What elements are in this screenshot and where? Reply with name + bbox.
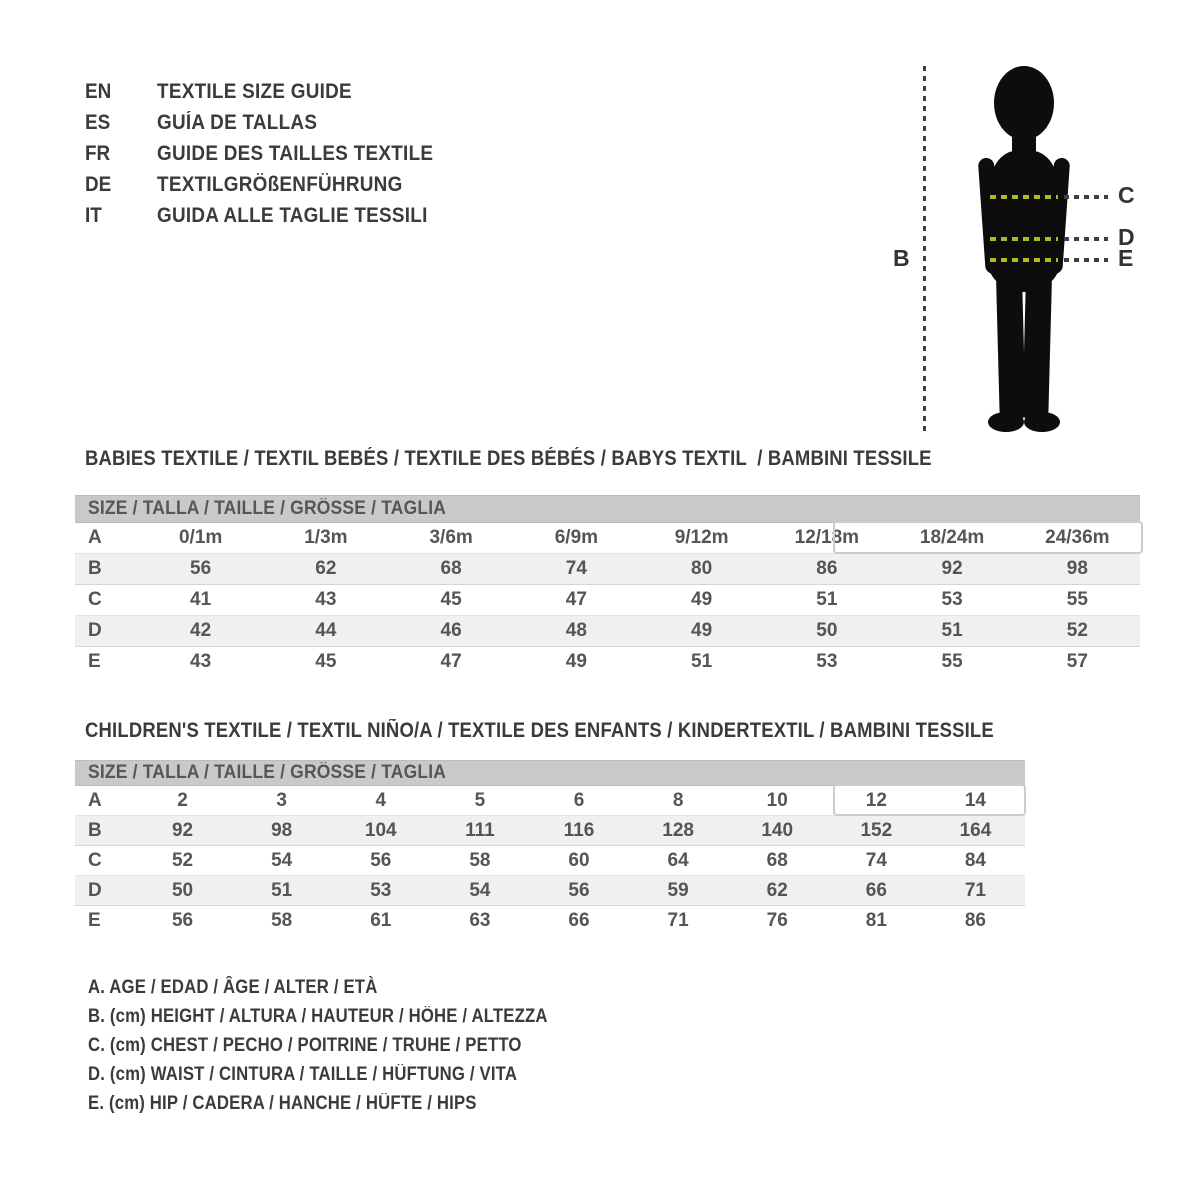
size-value-cell: 76 bbox=[766, 909, 788, 931]
size-value-cell: 71 bbox=[667, 909, 689, 931]
size-value-cell: 68 bbox=[389, 554, 514, 585]
figure-area bbox=[880, 40, 1200, 470]
silhouette-leg-left bbox=[996, 271, 1026, 424]
silhouette-foot-left bbox=[988, 412, 1024, 432]
language-code: EN bbox=[85, 80, 112, 103]
language-row bbox=[85, 169, 433, 200]
row-label: E bbox=[88, 651, 101, 672]
size-value-cell: 43 bbox=[263, 585, 388, 616]
legend-row: E. (cm) HIP / CADERA / HANCHE / HÜFTE / HIPS bbox=[88, 1093, 477, 1114]
size-value-cell: 49 bbox=[639, 585, 764, 616]
size-value-cell: 47 bbox=[514, 585, 639, 616]
size-value-cell: 98 bbox=[1015, 554, 1140, 585]
size-value-cell: 14 bbox=[926, 786, 1025, 816]
size-value-cell: 51 bbox=[232, 876, 331, 906]
size-value-cell: 59 bbox=[629, 876, 728, 906]
size-value-cell: 74 bbox=[827, 846, 926, 876]
row-label: A bbox=[75, 786, 133, 816]
size-value-cell: 54 bbox=[232, 846, 331, 876]
size-value-cell: 66 bbox=[568, 909, 590, 931]
children-size-header-bar bbox=[75, 760, 1025, 786]
waist-pointer-line bbox=[1064, 237, 1108, 241]
size-value-cell: 6 bbox=[529, 786, 628, 816]
size-value-cell: 53 bbox=[890, 585, 1015, 616]
table-row bbox=[75, 876, 1025, 906]
language-row bbox=[85, 200, 433, 231]
legend-row: D. (cm) WAIST / CINTURA / TAILLE / HÜFTUNG / VITA bbox=[88, 1064, 518, 1085]
row-label: C bbox=[75, 585, 138, 616]
row-label: C bbox=[75, 846, 133, 876]
size-value-cell: 52 bbox=[133, 846, 232, 876]
size-value-cell: 51 bbox=[691, 651, 713, 672]
silhouette-leg-right bbox=[1022, 271, 1052, 424]
size-value-cell: 128 bbox=[629, 816, 728, 846]
size-value-cell: 152 bbox=[827, 816, 926, 846]
size-value-cell: 4 bbox=[331, 786, 430, 816]
size-value-cell: 51 bbox=[764, 585, 889, 616]
size-value-cell: 49 bbox=[565, 651, 587, 672]
children-size-header-label: SIZE / TALLA / TAILLE / GRÖSSE / TAGLIA bbox=[88, 762, 447, 783]
language-row bbox=[85, 138, 433, 169]
size-value-cell: 12 bbox=[827, 786, 926, 816]
size-value-cell: 111 bbox=[430, 816, 529, 846]
language-code: ES bbox=[85, 111, 111, 134]
row-label: D bbox=[75, 616, 138, 647]
chest-pointer-line bbox=[1064, 195, 1108, 199]
size-value-cell: 6/9m bbox=[514, 523, 639, 554]
size-value-cell: 55 bbox=[941, 651, 963, 672]
legend-row: C. (cm) CHEST / PECHO / POITRINE / TRUHE / PETTO bbox=[88, 1035, 522, 1056]
table-row bbox=[75, 816, 1025, 846]
size-value-cell: 86 bbox=[964, 909, 986, 931]
language-title: GUIDA ALLE TAGLIE TESSILI bbox=[157, 204, 428, 227]
waist-label: D bbox=[1118, 224, 1135, 250]
size-value-cell: 52 bbox=[1015, 616, 1140, 647]
table-row bbox=[75, 554, 1140, 585]
chest-measure-line bbox=[990, 195, 1058, 199]
language-code: FR bbox=[85, 142, 111, 165]
table-row bbox=[75, 647, 1140, 678]
row-label: D bbox=[75, 876, 133, 906]
row-label: B bbox=[75, 554, 138, 585]
height-label: B bbox=[893, 245, 910, 271]
hip-measure-line bbox=[990, 258, 1058, 262]
babies-selected-range-box bbox=[833, 521, 1143, 554]
size-value-cell: 60 bbox=[529, 846, 628, 876]
size-value-cell: 18/24m bbox=[890, 523, 1015, 554]
size-value-cell: 10 bbox=[728, 786, 827, 816]
babies-section-heading: BABIES TEXTILE / TEXTIL BEBÉS / TEXTILE DES BÉBÉS / BABYS TEXTIL / BAMBINI TESSILE bbox=[85, 447, 932, 470]
size-value-cell: 62 bbox=[263, 554, 388, 585]
size-value-cell: 8 bbox=[629, 786, 728, 816]
size-value-cell: 57 bbox=[1066, 651, 1088, 672]
language-code: DE bbox=[85, 173, 112, 196]
size-value-cell: 53 bbox=[331, 876, 430, 906]
height-measure-line bbox=[923, 66, 926, 432]
size-value-cell: 61 bbox=[370, 909, 392, 931]
size-value-cell: 81 bbox=[865, 909, 887, 931]
size-value-cell: 104 bbox=[331, 816, 430, 846]
size-value-cell: 53 bbox=[816, 651, 838, 672]
size-value-cell: 71 bbox=[926, 876, 1025, 906]
hip-label: E bbox=[1118, 245, 1134, 271]
size-value-cell: 50 bbox=[133, 876, 232, 906]
child-silhouette bbox=[970, 66, 1078, 432]
babies-size-header-label: SIZE / TALLA / TAILLE / GRÖSSE / TAGLIA bbox=[88, 498, 447, 519]
chest-label: C bbox=[1118, 182, 1135, 208]
size-value-cell: 92 bbox=[890, 554, 1015, 585]
children-selected-range-box bbox=[833, 784, 1026, 816]
size-value-cell: 50 bbox=[764, 616, 889, 647]
size-value-cell: 46 bbox=[389, 616, 514, 647]
size-value-cell: 54 bbox=[430, 876, 529, 906]
row-label: B bbox=[75, 816, 133, 846]
language-title: TEXTILGRÖßENFÜHRUNG bbox=[157, 173, 403, 196]
size-value-cell: 41 bbox=[138, 585, 263, 616]
language-title: TEXTILE SIZE GUIDE bbox=[157, 80, 352, 103]
size-value-cell: 42 bbox=[138, 616, 263, 647]
size-value-cell: 51 bbox=[890, 616, 1015, 647]
measurement-legend bbox=[88, 973, 610, 1118]
size-value-cell: 92 bbox=[133, 816, 232, 846]
language-row bbox=[85, 107, 433, 138]
language-title: GUIDE DES TAILLES TEXTILE bbox=[157, 142, 434, 165]
language-title: GUÍA DE TALLAS bbox=[157, 111, 318, 134]
size-value-cell: 45 bbox=[315, 651, 337, 672]
size-value-cell: 74 bbox=[514, 554, 639, 585]
silhouette-foot-right bbox=[1024, 412, 1060, 432]
table-row bbox=[75, 616, 1140, 647]
size-value-cell: 2 bbox=[133, 786, 232, 816]
size-value-cell: 62 bbox=[728, 876, 827, 906]
size-value-cell: 5 bbox=[430, 786, 529, 816]
size-value-cell: 44 bbox=[263, 616, 388, 647]
waist-measure-line bbox=[990, 237, 1058, 241]
size-value-cell: 12/18m bbox=[764, 523, 889, 554]
size-value-cell: 24/36m bbox=[1015, 523, 1140, 554]
size-value-cell: 3/6m bbox=[389, 523, 514, 554]
size-value-cell: 3 bbox=[232, 786, 331, 816]
size-value-cell: 56 bbox=[138, 554, 263, 585]
hip-pointer-line bbox=[1064, 258, 1108, 262]
table-row bbox=[75, 846, 1025, 876]
size-value-cell: 63 bbox=[469, 909, 491, 931]
size-value-cell: 48 bbox=[514, 616, 639, 647]
size-value-cell: 56 bbox=[331, 846, 430, 876]
language-code: IT bbox=[85, 204, 102, 227]
children-section-heading: CHILDREN'S TEXTILE / TEXTIL NIÑO/A / TEXTILE DES ENFANTS / KINDERTEXTIL / BAMBINI TESSILE bbox=[85, 719, 994, 742]
size-value-cell: 64 bbox=[629, 846, 728, 876]
size-value-cell: 164 bbox=[926, 816, 1025, 846]
table-row bbox=[75, 906, 1025, 936]
size-value-cell: 58 bbox=[271, 909, 293, 931]
babies-size-header-bar bbox=[75, 495, 1140, 523]
size-value-cell: 45 bbox=[389, 585, 514, 616]
size-value-cell: 9/12m bbox=[639, 523, 764, 554]
table-row bbox=[75, 585, 1140, 616]
size-value-cell: 66 bbox=[827, 876, 926, 906]
size-value-cell: 80 bbox=[639, 554, 764, 585]
size-value-cell: 56 bbox=[171, 909, 194, 931]
size-value-cell: 116 bbox=[529, 816, 628, 846]
size-value-cell: 56 bbox=[529, 876, 628, 906]
size-value-cell: 0/1m bbox=[138, 523, 263, 554]
size-value-cell: 1/3m bbox=[263, 523, 388, 554]
legend-row: A. AGE / EDAD / ÂGE / ALTER / ETÀ bbox=[88, 977, 378, 998]
size-value-cell: 98 bbox=[232, 816, 331, 846]
row-label: A bbox=[75, 523, 138, 554]
size-value-cell: 55 bbox=[1015, 585, 1140, 616]
size-value-cell: 68 bbox=[728, 846, 827, 876]
size-value-cell: 49 bbox=[639, 616, 764, 647]
size-value-cell: 58 bbox=[430, 846, 529, 876]
language-row bbox=[85, 76, 433, 107]
size-value-cell: 140 bbox=[728, 816, 827, 846]
row-label: E bbox=[88, 909, 101, 931]
size-value-cell: 84 bbox=[926, 846, 1025, 876]
size-value-cell: 43 bbox=[190, 651, 212, 672]
legend-row: B. (cm) HEIGHT / ALTURA / HAUTEUR / HÖHE / ALTEZZA bbox=[88, 1006, 548, 1027]
language-list bbox=[85, 76, 472, 231]
size-value-cell: 47 bbox=[440, 651, 462, 672]
size-value-cell: 86 bbox=[764, 554, 889, 585]
